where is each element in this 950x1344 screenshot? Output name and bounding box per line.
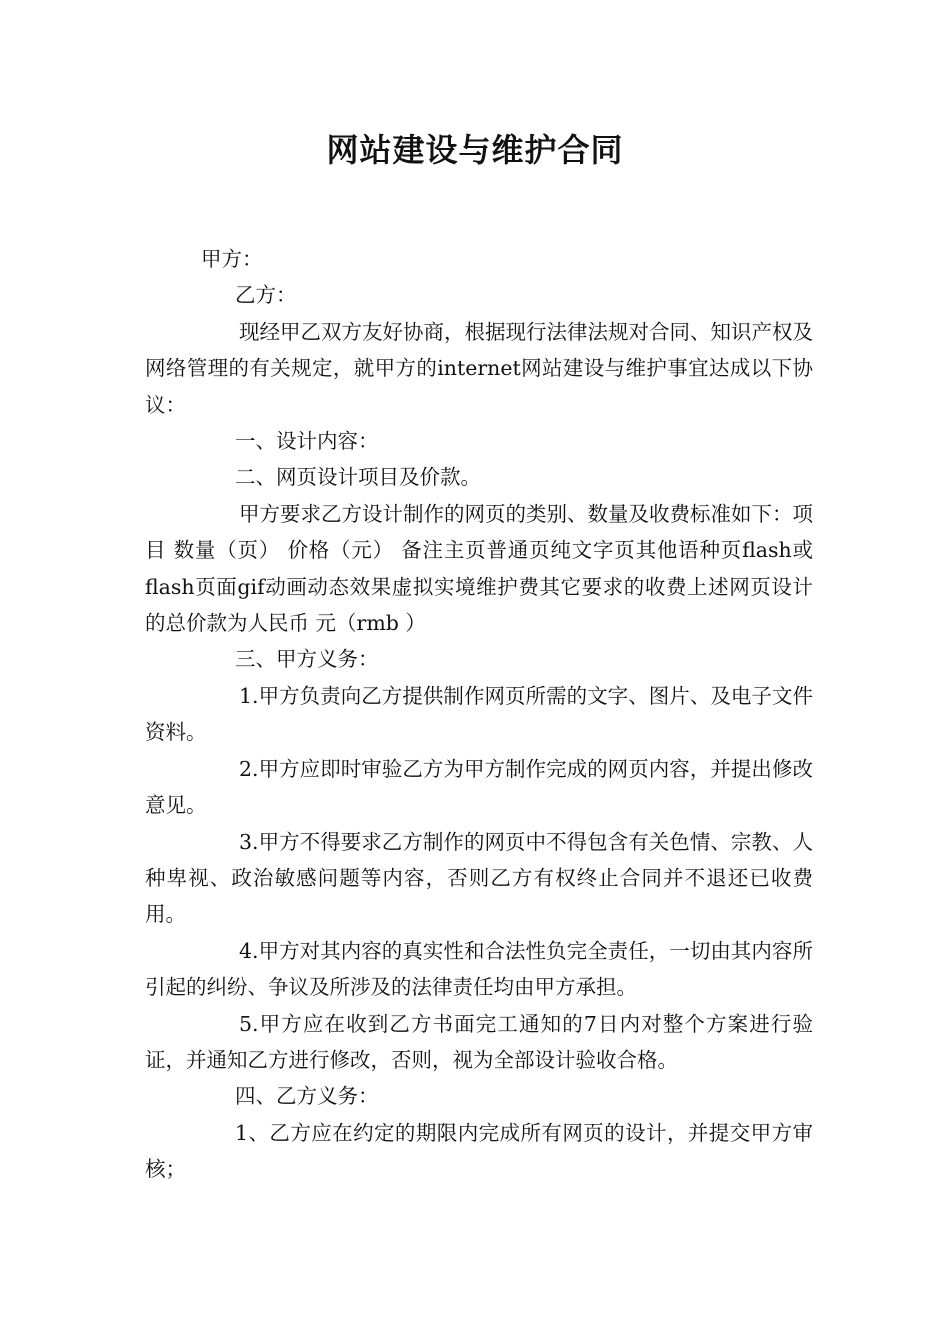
section-heading-party-a-obligations: 三、甲方义务： [235,647,379,672]
section-heading-party-b-obligations: 四、乙方义务： [235,1084,379,1109]
section-heading-pricing: 二、网页设计项目及价款。 [235,465,481,490]
party-a-obligation-1: 1.甲方负责向乙方提供制作网页所需的文字、图片、及电子文件资料。 [145,683,813,745]
party-a-obligation-2: 2.甲方应即时审验乙方为甲方制作完成的网页内容，并提出修改意见。 [145,756,813,818]
party-a-obligation-5: 5.甲方应在收到乙方书面完工通知的7日内对整个方案进行验证，并通知乙方进行修改，否则，视为全部设计验收合格。 [145,1011,813,1072]
party-a-obligation-4: 4.甲方对其内容的真实性和合法性负完全责任，一切由其内容所引起的纠纷、争议及所涉及的法律责任均由甲方承担。 [145,938,813,1000]
pricing-paragraph: 甲方要求乙方设计制作的网页的类别、数量及收费标准如下：项目 数量（页） 价格（元） 备注主页普通页纯文字页其他语种页flash或flash页面gif动画动态效果虚拟实境维护费其它要求的收费上述网页设计的总价款为人民币 元（rmb ） [145,501,813,636]
party-b-obligation-1: 1、乙方应在约定的期限内完成所有网页的设计，并提交甲方审核； [145,1120,813,1182]
document-title: 网站建设与维护合同 [326,131,624,169]
preamble-paragraph: 现经甲乙双方友好协商，根据现行法律法规对合同、知识产权及网络管理的有关规定，就甲方的internet网站建设与维护事宜达成以下协议： [145,319,813,417]
document-body [145,241,813,1188]
party-a-obligation-3: 3.甲方不得要求乙方制作的网页中不得包含有关色情、宗教、人种卑视、政治敏感问题等内容，否则乙方有权终止合同并不退还已收费用。 [145,829,813,927]
section-heading-design-content: 一、设计内容： [235,429,379,454]
party-b-line: 乙方： [235,283,297,308]
party-a-line: 甲方： [201,247,263,271]
